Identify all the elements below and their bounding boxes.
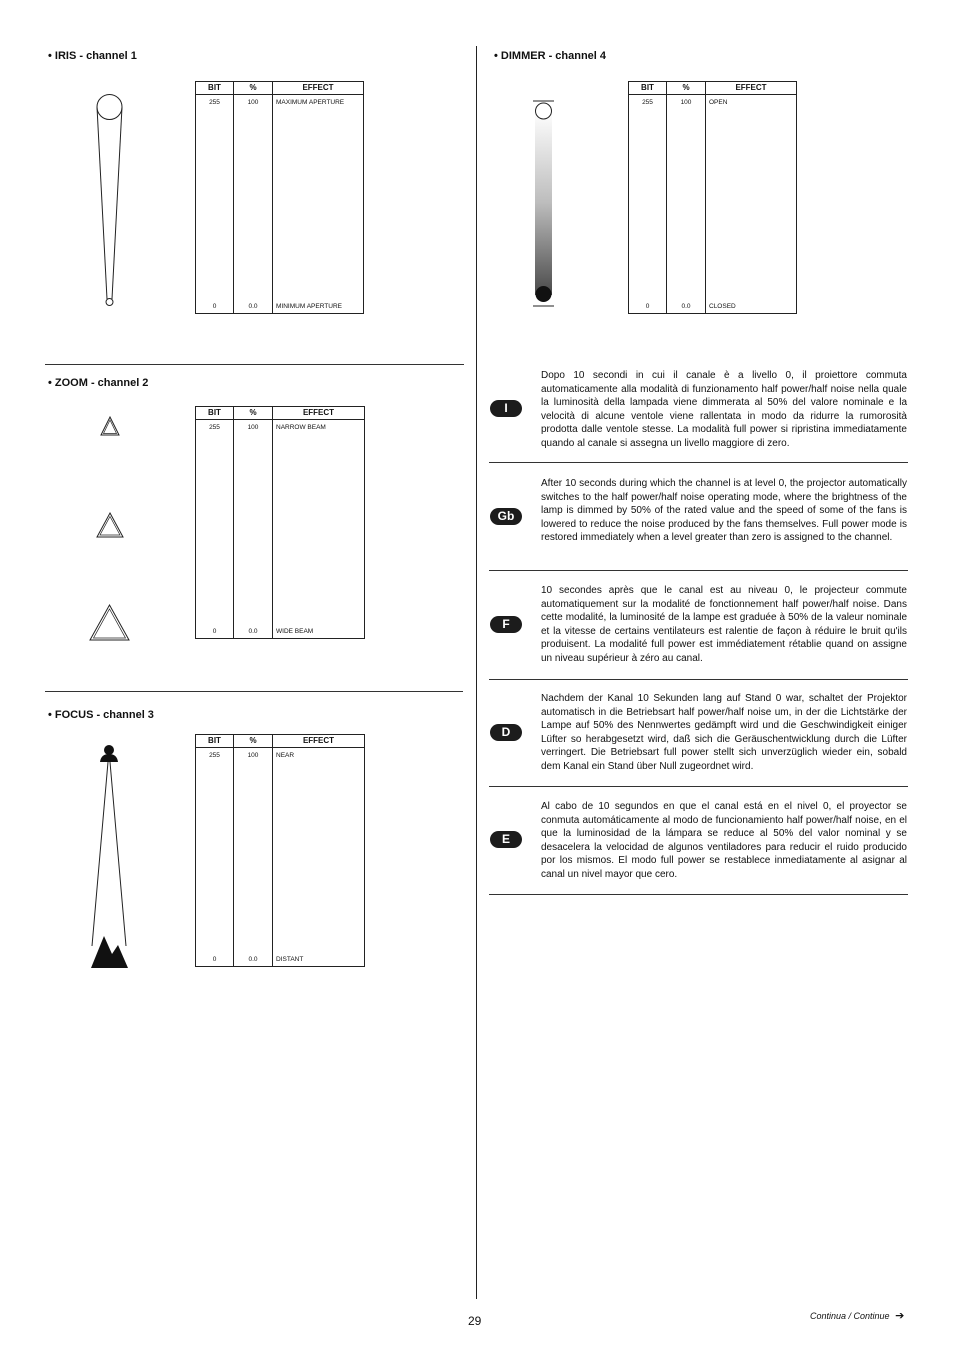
section-divider <box>45 364 464 365</box>
lang-badge-english: Gb <box>490 508 522 525</box>
lang-divider <box>489 570 908 571</box>
bit-header: BIT <box>196 82 234 95</box>
iris-section-title: • IRIS - channel 1 <box>48 50 137 62</box>
zoom-bit-min: 0 <box>212 628 217 635</box>
lang-divider <box>489 462 908 463</box>
lang-text-german: Nachdem der Kanal 10 Sekunden lang auf Stand 0 war, schaltet der Projektor automatisch in die Betriebsart half power/half noise um, in der die Lichtstärke der Lampe auf 50% des Nennwertes gedämpft wird und die Geschwindigkeit einiger Lüfter so herabgesetzt wird, daß sich die Geräuschentwicklung durch die Lüfter verringert. Die Betriebsart full power stellt sich unverzüglich wieder ein, sobald dem Kanal ein Stand über Null zugeordnet wird. <box>541 693 907 772</box>
iris-table <box>195 81 364 314</box>
zoom-table <box>195 406 365 639</box>
bit-header: BIT <box>196 735 234 748</box>
iris-pct-min: 0.0 <box>248 303 258 310</box>
lang-badge-german: D <box>490 724 522 741</box>
dimmer-gradient-icon <box>530 96 558 312</box>
focus-table <box>195 734 365 967</box>
dimmer-section-title: • DIMMER - channel 4 <box>494 50 607 62</box>
dimmer-pct-max: 100 <box>680 99 692 106</box>
lang-badge-french: F <box>490 616 522 633</box>
bit-header: BIT <box>629 82 667 95</box>
focus-bit-min: 0 <box>212 956 217 963</box>
wide-beam-triangle-icon <box>89 604 130 641</box>
zoom-section-title: • ZOOM - channel 2 <box>48 377 149 389</box>
focus-effect-max: NEAR <box>276 752 295 759</box>
zoom-pct-min: 0.0 <box>248 628 258 635</box>
zoom-bit-max: 255 <box>209 424 220 431</box>
focus-person-mountain-icon <box>88 744 132 972</box>
lang-badge-spanish: E <box>490 831 522 848</box>
iris-effect-max: MAXIMUM APERTURE <box>276 99 345 106</box>
zoom-effect-max: NARROW BEAM <box>276 424 326 431</box>
percent-header: % <box>234 735 273 748</box>
bit-header: BIT <box>196 407 234 420</box>
iris-effect-min: MINIMUM APERTURE <box>276 303 342 310</box>
percent-header: % <box>667 82 706 95</box>
continue-link[interactable] <box>810 1309 904 1322</box>
dimmer-bit-max: 255 <box>642 99 653 106</box>
medium-beam-triangle-icon <box>96 512 124 538</box>
lang-text-spanish: Al cabo de 10 segundos en que el canal está en el nivel 0, el proyector se conmuta automáticamente al modo de funcionamiento half power/half noise, en el que la luminosidad de la lámpara se reduce al 50% del valor nominal y se desacelera la velocidad de algunos ventiladores para reducir el ruido producido por los mismos. El modo full power se restablece inmediatamente al asignar al canal un nivel mayor que cero. <box>541 801 907 880</box>
focus-bit-max: 255 <box>209 752 220 759</box>
lang-text-french: 10 secondes après que le canal est au niveau 0, le projecteur commute automatiquement sur la modalité de fonctionnement half power/half noise. Dans cette modalité, la luminosité de la lampe est graduée à 50% de la valeur nominale et la vitesse de certains ventilateurs est ralentie de façon à réduire le bruit qu'ils produisent. La modalité full power est immédiatement rétablie quand on assigne un niveau supérieur à zéro au canal. <box>541 585 907 664</box>
dimmer-bit-min: 0 <box>645 303 650 310</box>
dimmer-effect-max: OPEN <box>709 99 728 106</box>
percent-header: % <box>234 407 273 420</box>
continue-label: Continua / Continue <box>810 1311 890 1321</box>
lang-text-english: After 10 seconds during which the channel is at level 0, the projector automatically switches to the half power/half noise operating mode, where the brightness of the lamp is dimmed by 50% of the rated value and the speed of some of the fans is lowered to reduce the noise produced by the fans themselves. Full power mode is restored immediately when a level greater than zero is assigned to the channel. <box>541 478 907 543</box>
effect-header: EFFECT <box>706 82 797 95</box>
dimmer-effect-min: CLOSED <box>709 303 736 310</box>
zoom-pct-max: 100 <box>247 424 259 431</box>
section-divider <box>45 691 463 692</box>
effect-header: EFFECT <box>273 407 365 420</box>
column-divider <box>476 46 477 1299</box>
dimmer-table <box>628 81 797 314</box>
lang-text-italian: Dopo 10 secondi in cui il canale è a livello 0, il proiettore commuta automaticamente alla modalità di funzionamento half power/half noise nella quale la luminosità della lampada viene dimmerata al 50% del valore nominale e la velocità di alcune ventole viene rallentata in modo da ridurre la rumorosità prodotta dalle ventole stesse. La modalità full power si ripristina immediatamente quando al canale si assegna un livello maggiore di zero. <box>541 370 907 449</box>
focus-pct-max: 100 <box>247 752 259 759</box>
lang-divider <box>489 679 908 680</box>
page-number: 29 <box>468 1314 482 1328</box>
dimmer-pct-min: 0.0 <box>681 303 691 310</box>
effect-header: EFFECT <box>273 82 364 95</box>
focus-section-title: • FOCUS - channel 3 <box>48 709 154 721</box>
iris-beam-icon <box>90 92 130 312</box>
focus-pct-min: 0.0 <box>248 956 258 963</box>
zoom-effect-min: WIDE BEAM <box>276 628 314 635</box>
effect-header: EFFECT <box>273 735 365 748</box>
narrow-beam-triangle-icon <box>100 416 120 436</box>
lang-badge-italian: I <box>490 400 522 417</box>
iris-bit-max: 255 <box>209 99 220 106</box>
arrow-right-icon: ➔ <box>895 1310 905 1322</box>
focus-effect-min: DISTANT <box>276 956 304 963</box>
lang-divider <box>489 894 908 895</box>
lang-divider <box>489 786 908 787</box>
iris-bit-min: 0 <box>212 303 217 310</box>
iris-pct-max: 100 <box>247 99 259 106</box>
percent-header: % <box>234 82 273 95</box>
